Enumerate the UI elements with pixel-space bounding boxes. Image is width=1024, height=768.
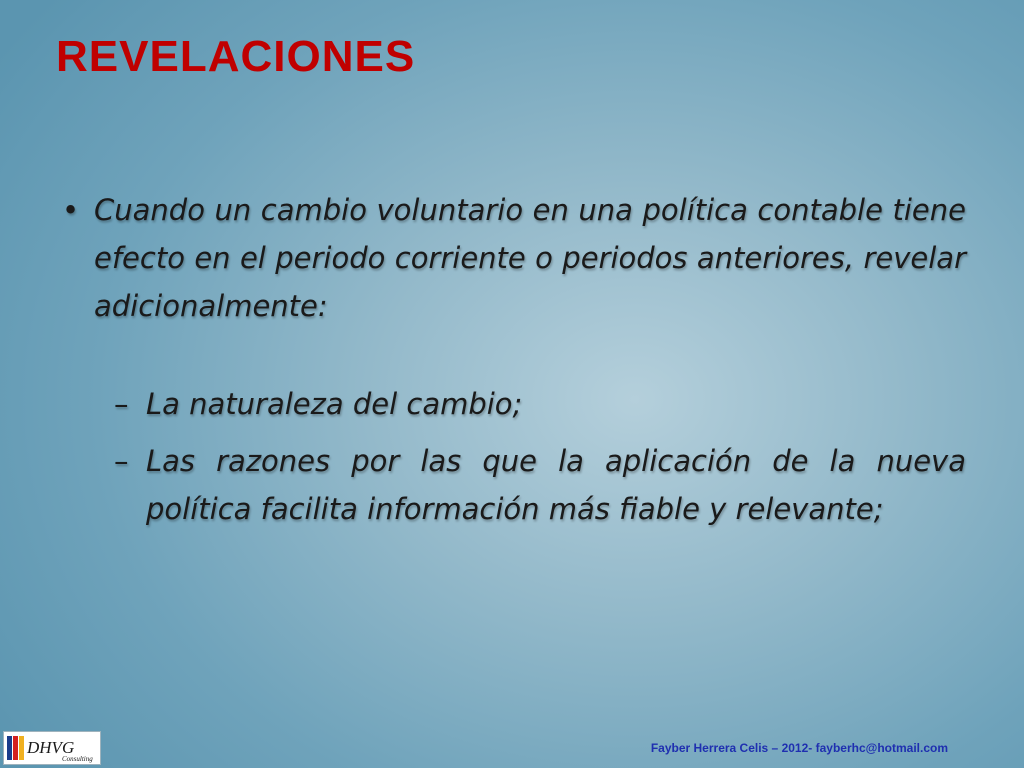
dash-marker: – (114, 387, 129, 421)
bullet-marker: • (62, 193, 80, 227)
slide-content (60, 186, 966, 542)
sub-bullet-reasons (114, 437, 966, 533)
logo-subtext: Consulting (62, 755, 93, 763)
dhvg-logo-icon (3, 731, 101, 765)
sub-bullet-list (60, 380, 966, 533)
footer-author: Fayber Herrera Celis – 2012- fayberhc@hotmail.com (650, 741, 948, 755)
logo-text: DHVG (27, 738, 75, 757)
dash-marker: – (114, 444, 129, 478)
slide-title: REVELACIONES (56, 32, 416, 81)
sub-bullet-text: Las razones por las que la aplicación de la nueva política facilita información más fiable y relevante; (146, 444, 966, 526)
sub-bullet-text: La naturaleza del cambio; (146, 387, 523, 421)
main-bullet-text: Cuando un cambio voluntario en una política contable tiene efecto en el periodo corriente o periodos anteriores, revelar adicionalmente: (94, 193, 966, 323)
main-bullet (60, 186, 966, 330)
sub-bullet-nature (114, 380, 966, 428)
